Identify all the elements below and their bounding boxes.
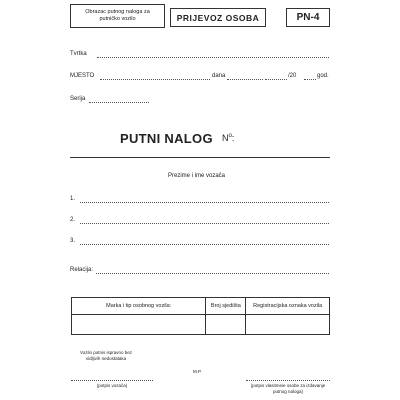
document-number-label [222, 133, 234, 143]
vehicle-registration-header: Registracijska oznaka vozila [246, 298, 330, 315]
year-prefix-label: /20 [288, 73, 297, 79]
issuer-signature-line[interactable] [246, 380, 330, 381]
vehicle-registration-cell[interactable] [246, 315, 330, 335]
driver-row-2-field[interactable] [80, 223, 329, 224]
driver-row-1-label: 1. [70, 196, 76, 202]
vehicle-seats-cell[interactable] [206, 315, 246, 335]
stamp-label: M.P. [193, 369, 202, 374]
form-type: PRIJEVOZ OSOBA [176, 12, 260, 23]
year-field[interactable] [304, 79, 316, 80]
drivers-heading: Prezime i ime vozača [168, 173, 226, 179]
driver-signature-label: (potpis vozača) [96, 383, 128, 388]
driver-row-3-field[interactable] [80, 244, 329, 245]
document-title: PUTNI NALOG [120, 131, 213, 146]
vehicle-table-row [72, 315, 330, 335]
vehicle-seats-header: Broj sjedišta [206, 298, 246, 315]
issuer-signature-label: (potpis vlasitmeie osobe za izdavanje putnog naloga) [250, 383, 326, 394]
form-code: PN-4 [296, 12, 320, 23]
route-label: Relacija: [70, 267, 94, 273]
vehicle-make-cell[interactable] [72, 315, 206, 335]
form-description: Obrazac putnog naloga za putničko vozilo [85, 9, 150, 22]
form-code-box [286, 8, 330, 27]
number-colon: : [231, 133, 235, 143]
series-label: Serija [70, 96, 86, 102]
place-label: MJESTO [70, 73, 95, 79]
number-sup: o [228, 133, 232, 139]
place-field[interactable] [100, 79, 210, 80]
title-divider [70, 157, 330, 158]
vehicle-make-header: Marka i tip osobnog vozila: [72, 298, 206, 315]
day-field[interactable] [227, 79, 263, 80]
driver-signature-line[interactable] [71, 380, 153, 381]
form-type-box [170, 8, 266, 27]
number-letter: N [222, 133, 229, 143]
route-field[interactable] [96, 273, 329, 274]
vehicle-ok-note: Vozilo potnis ispravno bez vidljivih nedostataka [79, 350, 133, 361]
year-suffix-label: god. [317, 73, 329, 79]
vehicle-table-header [72, 298, 330, 315]
month-field[interactable] [265, 79, 287, 80]
series-field[interactable] [89, 102, 149, 103]
driver-row-3-label: 3. [70, 238, 76, 244]
driver-row-1-field[interactable] [80, 202, 329, 203]
form-description-box [70, 4, 165, 28]
day-label: dana [212, 73, 226, 79]
company-field[interactable] [97, 57, 329, 58]
driver-row-2-label: 2. [70, 217, 76, 223]
company-label: Tvrtka [70, 51, 87, 57]
vehicle-table [71, 297, 330, 335]
